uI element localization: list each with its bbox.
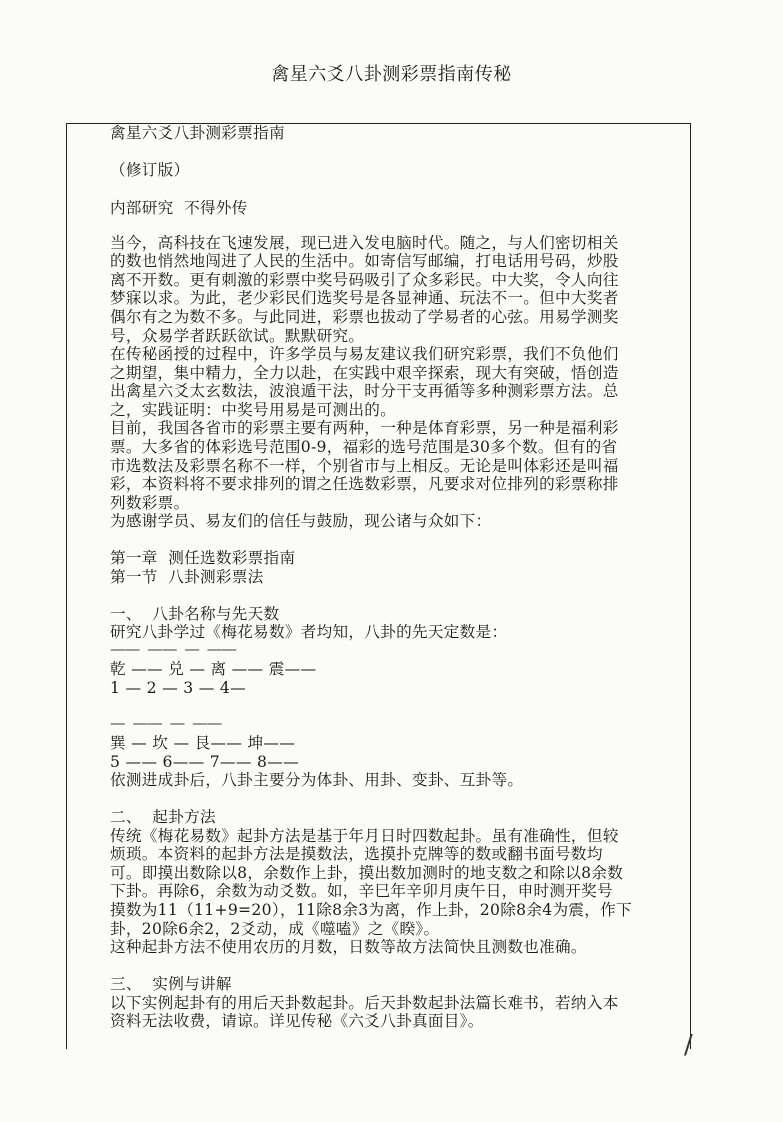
text-line: 研究八卦学过《梅花易数》者均知，八卦的先天定数是： bbox=[110, 623, 508, 641]
text-line: 彩，本资料将不要求排列的谓之任选数彩票，凡要求对位排列的彩票称排 bbox=[110, 475, 619, 493]
text-line: 下卦。再除6，余数为动爻数。如，辛巳年辛卯月庚午日，申时测开奖号 bbox=[110, 882, 613, 900]
text-line: 卦，20除6余2，2爻动，成《噬嗑》之《睽》。 bbox=[110, 920, 440, 938]
text-line: 第一节 八卦测彩票法 bbox=[110, 568, 264, 586]
text-line: 梦寐以求。为此，老少彩民们选奖号是各显神通、玩法不一。但中大奖者 bbox=[110, 289, 619, 307]
text-line: 当今，高科技在飞速发展，现已进入发电脑时代。随之，与人们密切相关 bbox=[110, 234, 619, 252]
text-line: 号，众易学者跃跃欲试。默默研究。 bbox=[110, 327, 365, 345]
document-title: 禽星六爻八卦测彩票指南 bbox=[110, 124, 285, 142]
page-title: 禽星六爻八卦测彩票指南传秘 bbox=[271, 64, 512, 85]
text-line: 列数彩票。 bbox=[110, 494, 190, 512]
text-line: 市选数法及彩票名称不一样，个别省市与上相反。无论是叫体彩还是叫福 bbox=[110, 457, 619, 475]
text-line: 目前，我国各省市的彩票主要有两种，一种是体育彩票，另一种是福利彩 bbox=[110, 419, 619, 437]
text-line: 这种起卦方法不使用农历的月数，日数等故方法简快且测数也准确。 bbox=[110, 938, 587, 956]
text-line: 之期望，集中精力，全力以赴，在实践中艰辛探索，现大有突破，悟创造 bbox=[110, 364, 619, 382]
text-line: 的数也悄然地闯进了人民的生活中。如寄信写邮编，打电话用号码，炒股 bbox=[110, 252, 619, 270]
text-line: 乾 —— 兑 — 离 —— 震—— bbox=[110, 660, 317, 678]
text-line: 离不开数。更有刺激的彩票中奖号码吸引了众多彩民。中大奖，令人向往 bbox=[110, 271, 619, 289]
text-line: 1 — 2 — 3 — 4— bbox=[110, 679, 247, 697]
text-line: 之，实践证明：中奖号用易是可测出的。 bbox=[110, 401, 397, 419]
text-line: 传统《梅花易数》起卦方法是基于年月日时四数起卦。虽有准确性，但较 bbox=[110, 827, 619, 845]
edition-label: （修订版） bbox=[110, 161, 190, 179]
text-line: 在传秘函授的过程中，许多学员与易友建议我们研究彩票，我们不负他们 bbox=[110, 345, 619, 363]
text-line: 5 —— 6—— 7—— 8—— bbox=[110, 753, 300, 771]
text-line: 可。即摸出数除以8，余数作上卦，摸出数加测时的地支数之和除以8余数 bbox=[110, 864, 624, 882]
text-line: 二、 起卦方法 bbox=[110, 808, 216, 826]
pen-mark: / bbox=[684, 1030, 693, 1060]
text-line: 一、 八卦名称与先天数 bbox=[110, 605, 280, 623]
internal-notice: 内部研究 不得外传 bbox=[110, 199, 248, 217]
text-line: 资料无法收费，请谅。详见传秘《六爻八卦真面目》。 bbox=[110, 1012, 484, 1030]
text-line: 摸数为11（11+9=20），11除8余3为离，作上卦，20除8余4为震，作下 bbox=[110, 901, 632, 919]
text-line: 票。大多省的体彩选号范围0-9，福彩的选号范围是30多个数。但有的省 bbox=[110, 438, 618, 456]
trigram-lines: — —— — —— bbox=[110, 714, 222, 732]
text-line: 三、 实例与讲解 bbox=[110, 975, 232, 993]
text-line: 出禽星六爻太玄数法，波浪遁干法，时分干支再循等多种测彩票方法。总 bbox=[110, 382, 619, 400]
text-line: 依测进成卦后，八卦主要分为体卦、用卦、变卦、互卦等。 bbox=[110, 771, 524, 789]
text-line: 以下实例起卦有的用后天卦数起卦。后天卦数起卦法篇长难书，若纳入本 bbox=[110, 994, 619, 1012]
text-line: 第一章 测任选数彩票指南 bbox=[110, 549, 296, 567]
text-line: 巽 — 坎 — 艮—— 坤—— bbox=[110, 734, 296, 752]
text-line: 为感谢学员、易友们的信任与鼓励，现公诸与众如下： bbox=[110, 512, 492, 530]
trigram-lines: —— —— — —— bbox=[110, 640, 236, 658]
text-line: 偶尔有之为数不多。与此同进，彩票也拔动了学易者的心弦。用易学测奖 bbox=[110, 308, 619, 326]
text-line: 烦琐。本资料的起卦方法是摸数法，选摸扑克牌等的数或翻书面号数均 bbox=[110, 845, 603, 863]
